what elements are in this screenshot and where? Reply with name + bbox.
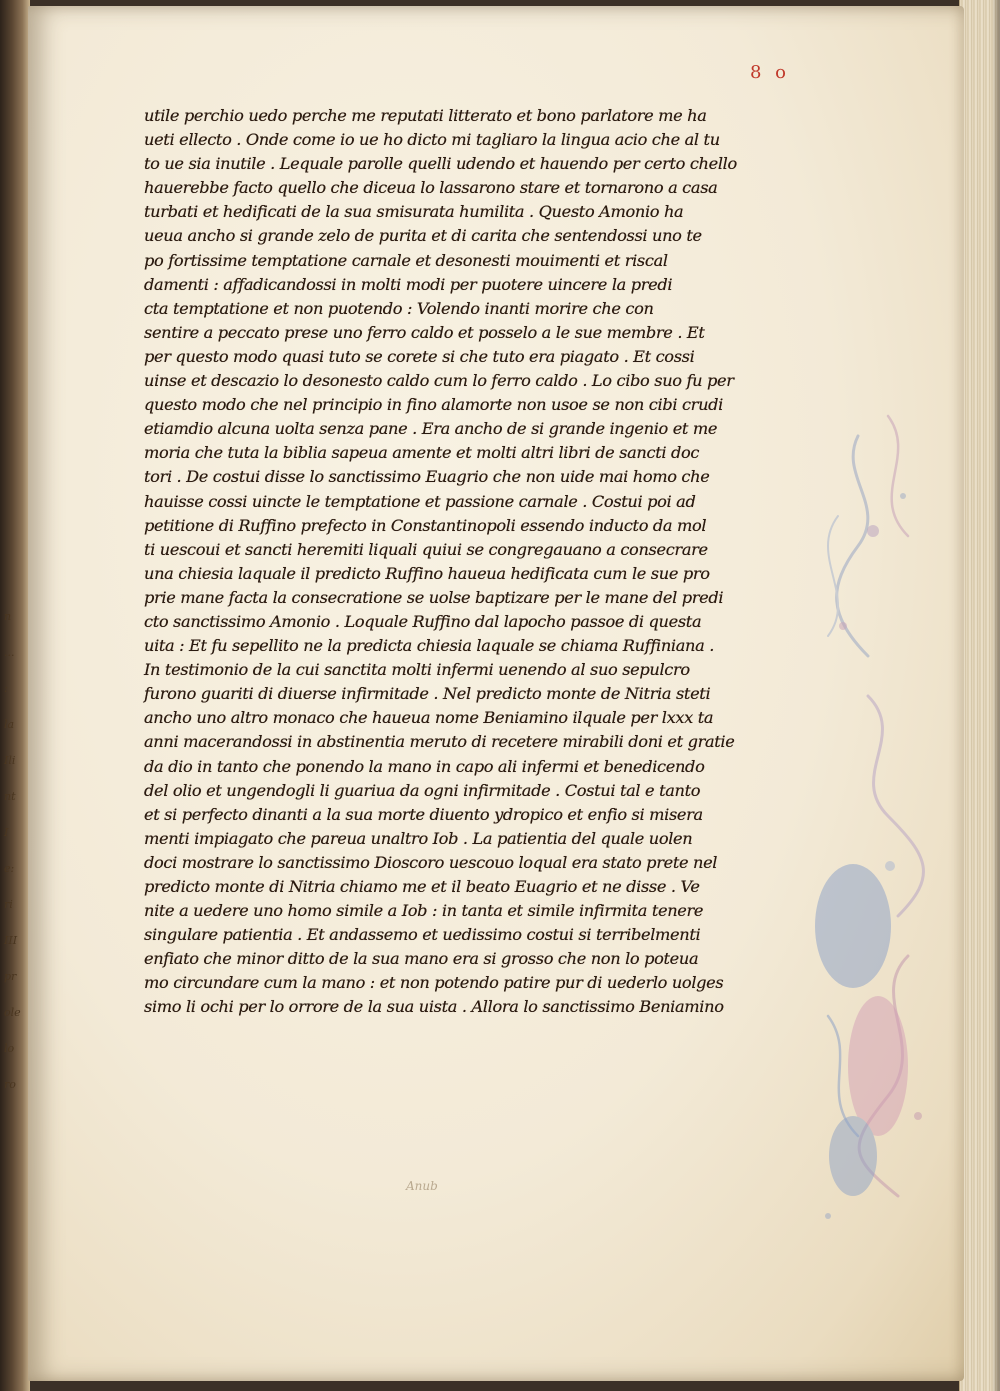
- flourish-stroke: [888, 416, 908, 536]
- prev-page-fragment: e:: [4, 862, 15, 875]
- pink-wash: [848, 996, 908, 1136]
- text-line: utile perchio uedo perche me reputati litterato et bono parlatore me ha: [144, 106, 707, 125]
- text-line: tori . De costui disse lo sanctissimo Euagrio che non uide mai homo che: [144, 467, 710, 487]
- ornament-dot: [914, 1112, 922, 1120]
- text-line: petitione di Ruffino prefecto in Constantinopoli essendo inducto da mol: [144, 515, 707, 535]
- text-line: prie mane facta la consecratione se uolse baptizare per le mane del predi: [144, 587, 724, 607]
- text-line: una chiesia laquale il predicto Ruffino haueua hedificata cum le sue pro: [144, 563, 710, 583]
- text-line: ti uescoui et sancti heremiti liquali quiui se congregauano a consecrare: [144, 539, 708, 559]
- text-line: ueti ellecto . Onde come io ue ho dicto mi tagliaro la lingua acio che al tu: [144, 130, 720, 150]
- prev-page-fragment: ole: [4, 1006, 21, 1019]
- prev-page-fragment: III: [4, 934, 18, 947]
- ornament-dot: [900, 493, 906, 499]
- prev-page-fragment: n: [4, 610, 12, 623]
- ornament-dot: [885, 861, 895, 871]
- text-line: etiamdio alcuna uolta senza pane . Era ancho de si grande ingenio et me: [144, 419, 718, 439]
- text-line: del olio et ungendogli li guariua da ogni infirmitade . Costui tal e tanto: [144, 780, 701, 800]
- prev-page-fragment: ri: [4, 898, 13, 911]
- ornament-dot: [867, 525, 879, 537]
- text-line: furono guariti di diuerse infirmitade . Nel predicto monte de Nitria steti: [144, 684, 711, 704]
- catchword: Anub: [406, 1179, 438, 1193]
- manuscript-page: [28, 6, 964, 1381]
- text-line: to ue sia inutile . Lequale parolle quelli udendo et hauendo per certo chello: [144, 154, 737, 174]
- text-line: da dio in tanto che ponendo la mano in capo ali infermi et benedicendo: [144, 756, 705, 776]
- text-line: enfiato che minor ditto de la sua mano era si grosso che non lo poteua: [144, 949, 699, 969]
- text-line: ancho uno altro monaco che haueua nome Beniamino ilquale per lxxx ta: [144, 708, 714, 728]
- blue-wash: [815, 864, 891, 988]
- blue-wash: [829, 1116, 877, 1196]
- text-line: moria che tuta la biblia sapeua amente et molti altri libri de sancti doc: [144, 443, 700, 463]
- text-line: po fortissime temptatione carnale et desonesti mouimenti et riscal: [144, 250, 668, 270]
- marginal-decoration: [798, 396, 968, 1256]
- prev-page-fragment: Ili: [4, 754, 16, 767]
- text-line: uita : Et fu sepellito ne la predicta chiesia laquale se chiama Ruffiniana .: [144, 636, 714, 656]
- prev-page-fragment: I: [4, 826, 9, 839]
- text-line: predicto monte di Nitria chiamo me et il beato Euagrio et ne disse . Ve: [144, 877, 700, 896]
- prev-page-fragment: lo: [4, 1042, 15, 1055]
- prev-page-fragment: :: [4, 682, 8, 695]
- prev-page-fragment: ro: [4, 1078, 16, 1091]
- text-line: nite a uedere uno homo simile a Iob : in tanta et simile infirmita tenere: [144, 901, 704, 921]
- prev-page-fragment: ...: [4, 646, 15, 659]
- prev-page-fragment: pr: [4, 970, 17, 983]
- text-line: hauisse cossi uincte le temptatione et passione carnale . Costui poi ad: [144, 491, 696, 511]
- text-line: damenti : affadicandossi in molti modi per puotere uincere la predi: [144, 274, 673, 294]
- ornament-dot: [825, 1213, 831, 1219]
- previous-page-edge: [0, 610, 26, 1130]
- folio-number: 8 o: [750, 62, 791, 83]
- text-line: mo circundare cum la mano : et non potendo patire pur di uederlo uolges: [144, 973, 724, 993]
- text-line: doci mostrare lo sanctissimo Dioscoro uescouo loqual era stato prete nel: [144, 852, 718, 872]
- text-line: In testimonio de la cui sanctita molti infermi uenendo al suo sepulcro: [144, 660, 690, 680]
- text-line: ueua ancho si grande zelo de purita et di carita che sentendossi uno te: [144, 226, 702, 246]
- text-line: sentire a peccato prese uno ferro caldo et posselo a le sue membre . Et: [144, 322, 705, 342]
- text-line: singulare patientia . Et andassemo et uedissimo costui si terribelmenti: [144, 925, 701, 945]
- ornament-dot: [839, 622, 847, 630]
- text-line: turbati et hedificati de la sua smisurata humilita . Questo Amonio ha: [144, 202, 684, 222]
- text-line: questo modo che nel principio in fino alamorte non usoe se non cibi crudi: [144, 395, 723, 415]
- text-line: cta temptatione et non puotendo : Volendo inanti morire che con: [144, 298, 654, 318]
- text-line: et si perfecto dinanti a la sua morte diuento ydropico et enfio si misera: [144, 804, 703, 824]
- flourish-stroke: [828, 516, 838, 636]
- text-line: simo li ochi per lo orrore de la sua uista . Allora lo sanctissimo Beniamino: [144, 997, 724, 1017]
- text-line: menti impiagato che pareua unaltro Iob . La patientia del quale uolen: [144, 828, 693, 848]
- prev-page-fragment: nt: [4, 790, 16, 803]
- text-line: anni macerandossi in abstinentia meruto di recetere mirabili doni et gratie: [144, 732, 735, 752]
- prev-page-fragment: la: [4, 718, 15, 731]
- text-block: [144, 104, 794, 1020]
- text-line: per questo modo quasi tuto se corete si che tuto era piagato . Et cossi: [144, 346, 695, 366]
- text-line: cto sanctissimo Amonio . Loquale Ruffino dal lapocho passoe di questa: [144, 611, 702, 631]
- text-line: uinse et descazio lo desonesto caldo cum lo ferro caldo . Lo cibo suo fu per: [144, 371, 734, 391]
- text-line: hauerebbe facto quello che diceua lo lassarono stare et tornarono a casa: [144, 178, 718, 198]
